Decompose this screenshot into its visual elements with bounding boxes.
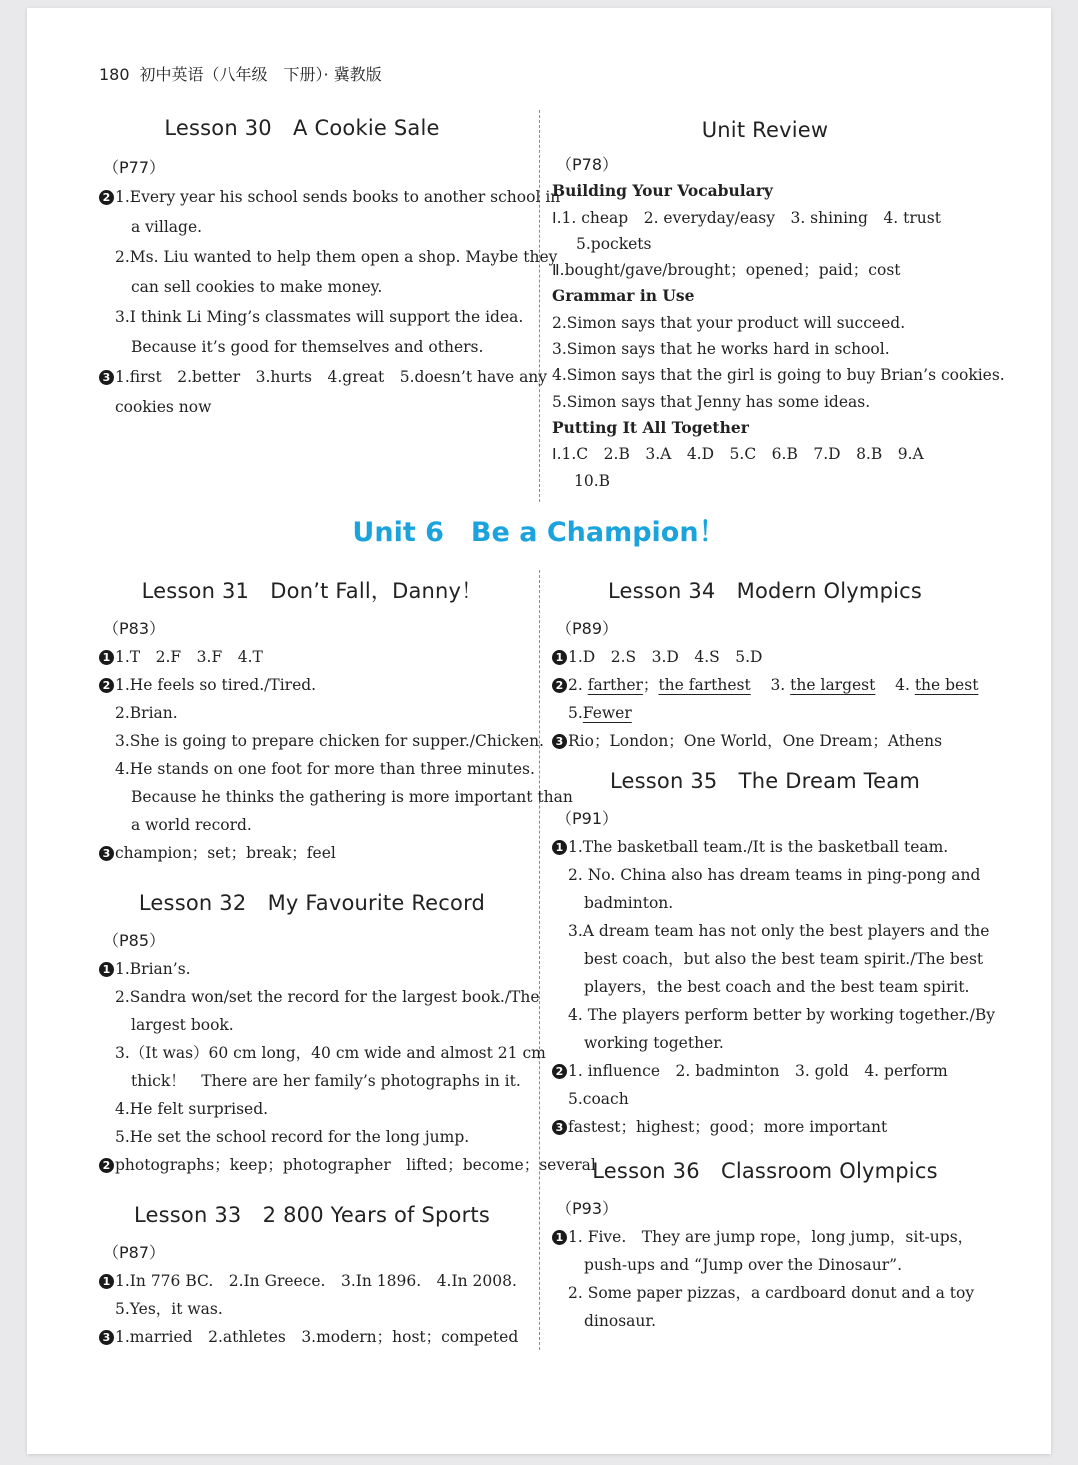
lesson35-title: Lesson 35 The Dream Team [610, 769, 920, 793]
lesson31-page-ref: （P83） [103, 619, 166, 638]
book-title: 初中英语（八年级 下册）· 冀教版 [139, 65, 382, 84]
circled-number-icon: 1 [552, 1230, 567, 1245]
answer-line: 1.In 776 BC. 2.In Greece. 3.In 1896. 4.In 2008. [115, 1272, 517, 1290]
column-divider-bottom [539, 570, 540, 1350]
circled-number-icon: 3 [99, 1330, 114, 1345]
lesson31-title: Lesson 31 Don’t Fall，Danny！ [141, 579, 483, 603]
answer-line: cookies now [115, 398, 212, 416]
circled-number-icon: 3 [99, 846, 114, 861]
answer-line: 3.（It was）60 cm long，40 cm wide and almost 21 cm [115, 1044, 546, 1062]
answer-line: .1. cheap 2. everyday/easy 3. shining 4. trust [556, 208, 941, 227]
subheading: Building Your Vocabulary [552, 181, 773, 201]
answer-line: fastest；highest；good；more important [568, 1118, 888, 1136]
answer-line: 1.D 2.S 3.D 4.S 5.D [568, 648, 763, 666]
answer-line: .1.C 2.B 3.A 4.D 5.C 6.B 7.D 8.B 9.A [556, 445, 924, 464]
circled-number-icon: 2 [552, 678, 567, 693]
item-number: 3. [770, 676, 786, 694]
circled-number-icon: 1 [552, 650, 567, 665]
right-bottom-column [552, 575, 995, 1335]
answer-line: 3.She is going to prepare chicken for supper./Chicken. [115, 732, 544, 750]
unit-review-section [552, 114, 1005, 494]
answer-line: 1.He feels so tired./Tired. [115, 676, 317, 694]
answer-line: 2.Brian. [115, 704, 178, 722]
answer-line: 1. influence 2. badminton 3. gold 4. perform [568, 1062, 948, 1080]
answer-line: 3.Simon says that he works hard in school. [552, 340, 890, 359]
circled-number-icon: 3 [99, 370, 114, 385]
answer-line: 1.Brian’s. [115, 960, 191, 978]
underlined-answer: Fewer [582, 704, 632, 722]
circled-number-icon: 1 [99, 1274, 114, 1289]
answer-line: champion；set；break；feel [115, 844, 336, 862]
lesson34-title: Lesson 34 Modern Olympics [607, 579, 923, 603]
answer-line: 4.He stands on one foot for more than three minutes. [115, 760, 535, 778]
lesson30-title: Lesson 30 A Cookie Sale [164, 116, 440, 140]
circled-number-icon: 1 [552, 840, 567, 855]
answer-line: 4.Simon says that the girl is going to buy Brian’s cookies. [552, 366, 1005, 385]
answer-line: Because it’s good for themselves and others. [131, 338, 484, 356]
answer-line: 1. Five. They are jump rope，long jump，sit-ups， [568, 1228, 974, 1246]
answer-line: 5.Simon says that Jenny has some ideas. [552, 392, 871, 411]
lesson33-page-ref: （P87） [103, 1243, 166, 1262]
underlined-answer: farther [587, 676, 643, 694]
answer-line: largest book. [131, 1016, 234, 1034]
answer-line: players，the best coach and the best team spirit. [584, 978, 970, 996]
answer-line: 2.Sandra won/set the record for the largest book./The [115, 988, 540, 1006]
answer-line: 3.I think Li Ming’s classmates will support the idea. [115, 308, 524, 326]
column-divider-top [539, 110, 540, 502]
answer-line: badminton. [584, 894, 674, 912]
circled-number-icon: 3 [552, 734, 567, 749]
circled-number-icon: 2 [99, 190, 114, 205]
answer-line: push-ups and “Jump over the Dinosaur”. [584, 1256, 903, 1274]
answer-line: 2.Ms. Liu wanted to help them open a shop. Maybe they [115, 248, 558, 266]
unit-review-page-ref: （P78） [556, 155, 619, 174]
answer-line: 1.Every year his school sends books to another school in [115, 188, 561, 206]
subheading: Putting It All Together [552, 417, 749, 437]
roman-numeral: Ⅱ [552, 261, 560, 280]
answer-line: 4.He felt surprised. [115, 1100, 269, 1118]
lesson32-title: Lesson 32 My Favourite Record [138, 891, 486, 915]
answer-line: thick！ There are her family’s photographs in it. [131, 1072, 521, 1090]
answer-line: 1.married 2.athletes 3.modern；host；competed [115, 1328, 519, 1346]
circled-number-icon: 2 [99, 678, 114, 693]
answer-line: 5.coach [568, 1090, 629, 1108]
answer-line: 3.A dream team has not only the best players and the [568, 922, 990, 940]
answer-line: a world record. [131, 816, 252, 834]
lesson33-title: Lesson 33 2 800 Years of Sports [134, 1203, 490, 1227]
unit-review-title: Unit Review [701, 118, 829, 142]
answer-line: photographs；keep；photographer lifted；become；several [115, 1156, 596, 1174]
answer-line: 4. The players perform better by working together./By [568, 1006, 995, 1024]
lesson30-page-ref: （P77） [103, 158, 166, 177]
item-number: 4. [895, 676, 910, 694]
answer-line: 5.He set the school record for the long jump. [115, 1128, 470, 1146]
item-number: 5. [568, 704, 583, 722]
lesson36-title: Lesson 36 Classroom Olympics [592, 1159, 938, 1183]
circled-number-icon: 2 [99, 1158, 114, 1173]
answer-line: 2.Simon says that your product will succeed. [552, 313, 906, 332]
answer-line: .bought/gave/brought；opened；paid；cost [559, 261, 901, 280]
lesson35-page-ref: （P91） [556, 809, 619, 828]
answer-line: 1.The basketball team./It is the basketball team. [568, 838, 949, 856]
underlined-answer: the best [914, 676, 979, 694]
circled-number-icon: 1 [99, 650, 114, 665]
answer-line: Rio；London；One World，One Dream；Athens [568, 732, 943, 750]
page-number: 180 [99, 65, 130, 84]
answer-line: 5.pockets [576, 234, 652, 253]
page-header [99, 62, 382, 85]
lesson32-page-ref: （P85） [103, 931, 166, 950]
circled-number-icon: 2 [552, 1064, 567, 1079]
roman-numeral: Ⅰ [552, 208, 557, 227]
answer-line: a village. [131, 218, 203, 236]
lesson34-page-ref: （P89） [556, 619, 619, 638]
unit-heading: Unit 6 Be a Champion！ [352, 517, 726, 548]
answer-line: can sell cookies to make money. [131, 278, 383, 296]
lesson36-page-ref: （P93） [556, 1199, 619, 1218]
underlined-answer: the largest [790, 676, 876, 694]
answer-line: best coach，but also the best team spirit./The best [584, 950, 984, 968]
answer-line: working together. [584, 1034, 724, 1052]
answer-line: 2. No. China also has dream teams in ping-pong and [568, 866, 981, 884]
answer-line: 1.first 2.better 3.hurts 4.great 5.doesn’t have any [115, 368, 548, 386]
answer-line: 5.Yes，it was. [115, 1300, 223, 1318]
circled-number-icon: 3 [552, 1120, 567, 1135]
circled-number-icon: 1 [99, 962, 114, 977]
answer-line: Because he thinks the gathering is more important than [131, 788, 573, 806]
answer-line: 1.T 2.F 3.F 4.T [115, 648, 263, 666]
roman-numeral: Ⅰ [552, 445, 557, 464]
answer-line: 2. Some paper pizzas，a cardboard donut and a toy [568, 1284, 975, 1302]
answer-line: 10.B [574, 471, 611, 490]
underlined-answer: the farthest [658, 676, 751, 694]
answer-line: dinosaur. [584, 1312, 657, 1330]
separator: ； [642, 676, 659, 694]
subheading: Grammar in Use [552, 286, 695, 306]
item-number: 2. [568, 676, 583, 694]
